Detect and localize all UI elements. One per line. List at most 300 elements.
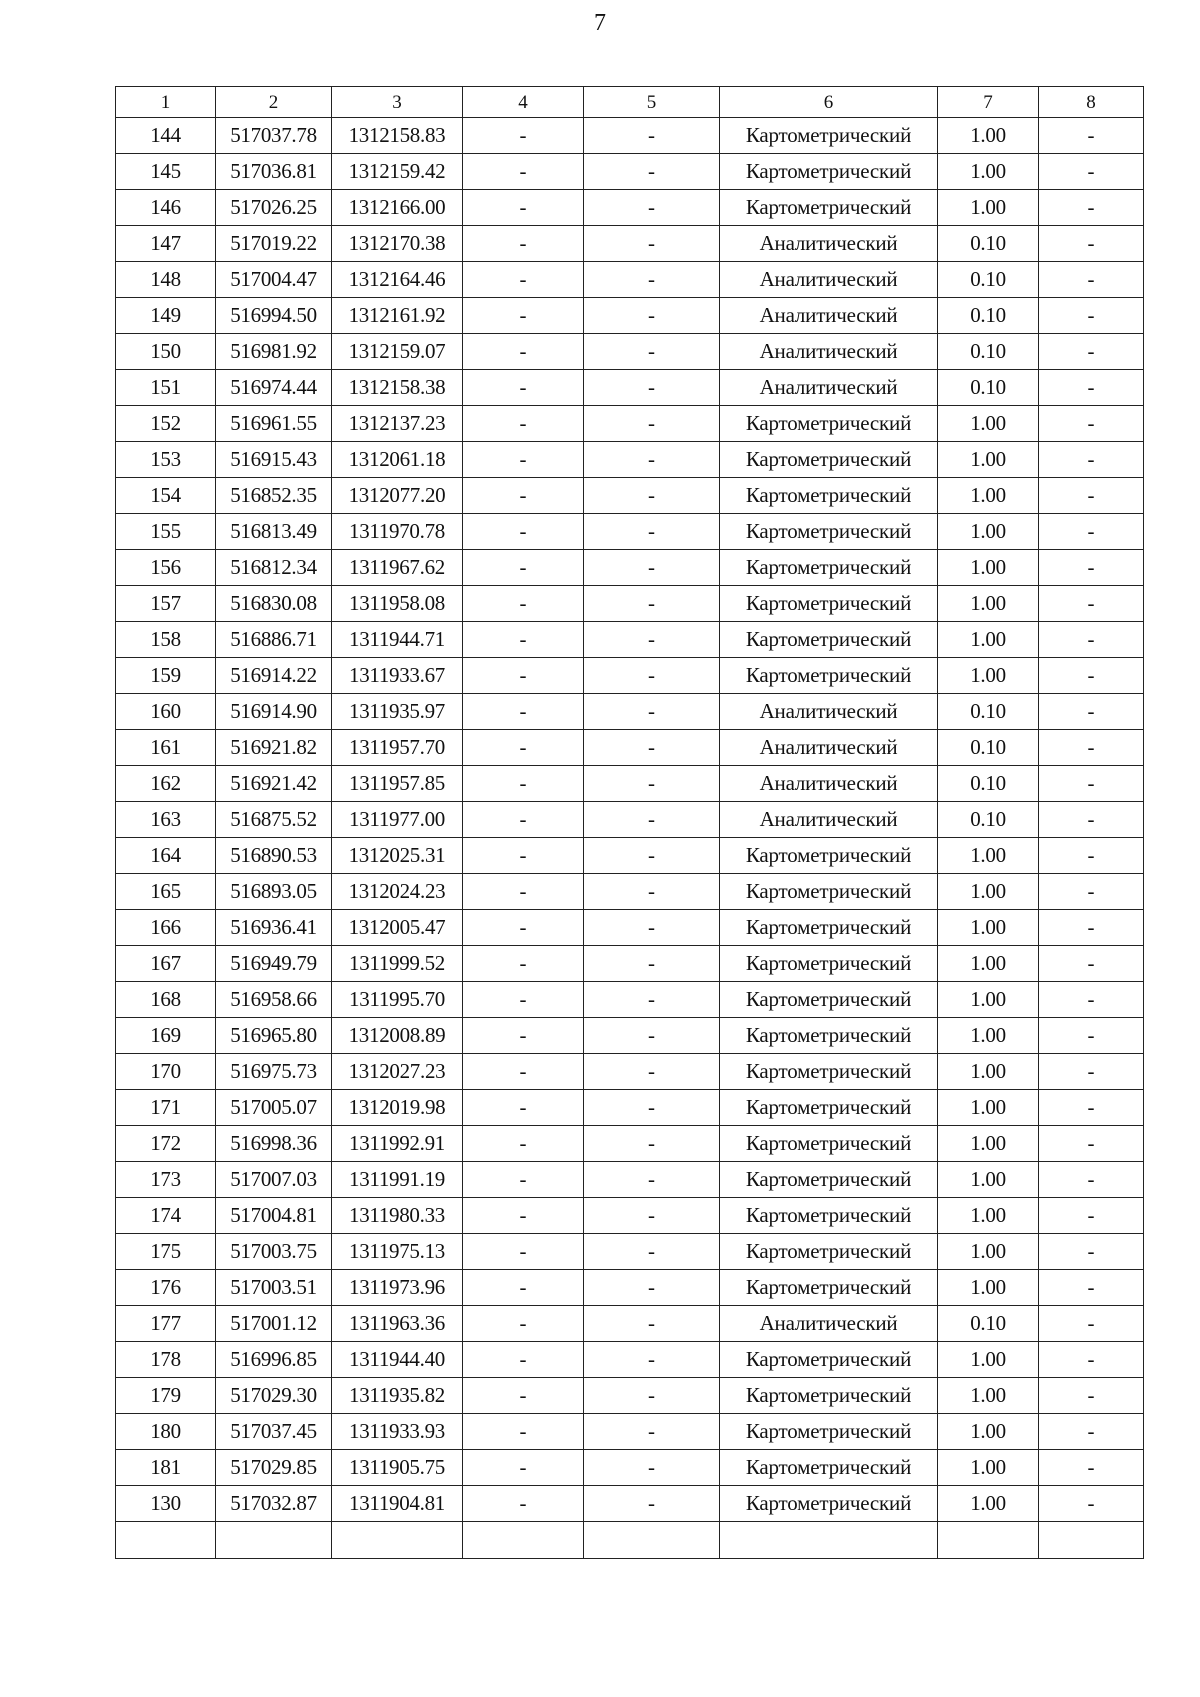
column-4-cell: -	[463, 1054, 584, 1090]
x-coordinate-cell: 516996.85	[216, 1342, 332, 1378]
precision-cell: 1.00	[938, 1270, 1039, 1306]
point-number-cell: 169	[116, 1018, 216, 1054]
point-number-cell: 151	[116, 370, 216, 406]
y-coordinate-cell: 1312159.07	[332, 334, 463, 370]
empty-cell	[332, 1522, 463, 1559]
y-coordinate-cell: 1312005.47	[332, 910, 463, 946]
column-4-cell: -	[463, 406, 584, 442]
table-row	[116, 370, 1144, 406]
empty-cell	[720, 1522, 938, 1559]
point-number-cell: 155	[116, 514, 216, 550]
x-coordinate-cell: 516830.08	[216, 586, 332, 622]
precision-cell: 1.00	[938, 1234, 1039, 1270]
column-5-cell: -	[584, 1126, 720, 1162]
method-cell: Картометрический	[720, 118, 938, 154]
point-number-cell: 166	[116, 910, 216, 946]
point-number-cell: 154	[116, 478, 216, 514]
method-cell: Картометрический	[720, 874, 938, 910]
table-row	[116, 190, 1144, 226]
column-8-cell: -	[1039, 838, 1144, 874]
precision-cell: 0.10	[938, 802, 1039, 838]
column-5-cell: -	[584, 1414, 720, 1450]
precision-cell: 0.10	[938, 226, 1039, 262]
table-row	[116, 1126, 1144, 1162]
column-5-cell: -	[584, 334, 720, 370]
column-5-cell: -	[584, 766, 720, 802]
y-coordinate-cell: 1311967.62	[332, 550, 463, 586]
method-cell: Картометрический	[720, 406, 938, 442]
method-cell: Картометрический	[720, 1090, 938, 1126]
x-coordinate-cell: 516994.50	[216, 298, 332, 334]
empty-cell	[116, 1522, 216, 1559]
column-4-cell: -	[463, 1306, 584, 1342]
column-header-3: 3	[332, 87, 463, 118]
y-coordinate-cell: 1311905.75	[332, 1450, 463, 1486]
column-5-cell: -	[584, 838, 720, 874]
precision-cell: 0.10	[938, 370, 1039, 406]
table-row	[116, 910, 1144, 946]
y-coordinate-cell: 1312158.38	[332, 370, 463, 406]
y-coordinate-cell: 1311933.93	[332, 1414, 463, 1450]
precision-cell: 1.00	[938, 982, 1039, 1018]
y-coordinate-cell: 1311999.52	[332, 946, 463, 982]
column-5-cell: -	[584, 226, 720, 262]
column-4-cell: -	[463, 154, 584, 190]
table-row	[116, 622, 1144, 658]
point-number-cell: 164	[116, 838, 216, 874]
y-coordinate-cell: 1312061.18	[332, 442, 463, 478]
precision-cell: 1.00	[938, 1126, 1039, 1162]
column-5-cell: -	[584, 1306, 720, 1342]
table-row	[116, 1486, 1144, 1522]
x-coordinate-cell: 517026.25	[216, 190, 332, 226]
column-8-cell: -	[1039, 1090, 1144, 1126]
y-coordinate-cell: 1311977.00	[332, 802, 463, 838]
y-coordinate-cell: 1312161.92	[332, 298, 463, 334]
x-coordinate-cell: 516921.82	[216, 730, 332, 766]
method-cell: Аналитический	[720, 694, 938, 730]
column-4-cell: -	[463, 730, 584, 766]
table-row	[116, 874, 1144, 910]
point-number-cell: 157	[116, 586, 216, 622]
column-8-cell: -	[1039, 154, 1144, 190]
column-4-cell: -	[463, 118, 584, 154]
column-5-cell: -	[584, 1342, 720, 1378]
column-5-cell: -	[584, 982, 720, 1018]
method-cell: Картометрический	[720, 514, 938, 550]
x-coordinate-cell: 516974.44	[216, 370, 332, 406]
y-coordinate-cell: 1311935.82	[332, 1378, 463, 1414]
x-coordinate-cell: 516890.53	[216, 838, 332, 874]
y-coordinate-cell: 1311963.36	[332, 1306, 463, 1342]
precision-cell: 1.00	[938, 838, 1039, 874]
column-8-cell: -	[1039, 370, 1144, 406]
column-4-cell: -	[463, 982, 584, 1018]
x-coordinate-cell: 516914.90	[216, 694, 332, 730]
table-row	[116, 802, 1144, 838]
point-number-cell: 162	[116, 766, 216, 802]
column-4-cell: -	[463, 622, 584, 658]
method-cell: Аналитический	[720, 802, 938, 838]
x-coordinate-cell: 516886.71	[216, 622, 332, 658]
column-4-cell: -	[463, 586, 584, 622]
precision-cell: 1.00	[938, 1018, 1039, 1054]
column-4-cell: -	[463, 1090, 584, 1126]
column-4-cell: -	[463, 1270, 584, 1306]
table-row	[116, 1198, 1144, 1234]
column-5-cell: -	[584, 406, 720, 442]
point-number-cell: 180	[116, 1414, 216, 1450]
x-coordinate-cell: 517003.51	[216, 1270, 332, 1306]
precision-cell: 1.00	[938, 910, 1039, 946]
table-row	[116, 658, 1144, 694]
point-number-cell: 158	[116, 622, 216, 658]
point-number-cell: 163	[116, 802, 216, 838]
point-number-cell: 173	[116, 1162, 216, 1198]
column-8-cell: -	[1039, 658, 1144, 694]
column-header-1: 1	[116, 87, 216, 118]
column-5-cell: -	[584, 262, 720, 298]
y-coordinate-cell: 1312158.83	[332, 118, 463, 154]
method-cell: Картометрический	[720, 1054, 938, 1090]
precision-cell: 1.00	[938, 586, 1039, 622]
column-8-cell: -	[1039, 1198, 1144, 1234]
y-coordinate-cell: 1311980.33	[332, 1198, 463, 1234]
column-4-cell: -	[463, 550, 584, 586]
precision-cell: 0.10	[938, 1306, 1039, 1342]
table-row	[116, 550, 1144, 586]
precision-cell: 1.00	[938, 1450, 1039, 1486]
method-cell: Картометрический	[720, 154, 938, 190]
method-cell: Аналитический	[720, 1306, 938, 1342]
y-coordinate-cell: 1311995.70	[332, 982, 463, 1018]
x-coordinate-cell: 516921.42	[216, 766, 332, 802]
x-coordinate-cell: 516893.05	[216, 874, 332, 910]
precision-cell: 1.00	[938, 1486, 1039, 1522]
point-number-cell: 160	[116, 694, 216, 730]
method-cell: Картометрический	[720, 1414, 938, 1450]
y-coordinate-cell: 1311957.70	[332, 730, 463, 766]
precision-cell: 1.00	[938, 118, 1039, 154]
column-8-cell: -	[1039, 1486, 1144, 1522]
precision-cell: 1.00	[938, 622, 1039, 658]
method-cell: Картометрический	[720, 838, 938, 874]
empty-cell	[216, 1522, 332, 1559]
point-number-cell: 144	[116, 118, 216, 154]
precision-cell: 1.00	[938, 442, 1039, 478]
column-header-2: 2	[216, 87, 332, 118]
empty-cell	[938, 1522, 1039, 1559]
y-coordinate-cell: 1311944.71	[332, 622, 463, 658]
table-row	[116, 1054, 1144, 1090]
table-row	[116, 298, 1144, 334]
precision-cell: 1.00	[938, 1162, 1039, 1198]
y-coordinate-cell: 1312027.23	[332, 1054, 463, 1090]
column-8-cell: -	[1039, 622, 1144, 658]
column-4-cell: -	[463, 1450, 584, 1486]
empty-cell	[584, 1522, 720, 1559]
column-8-cell: -	[1039, 694, 1144, 730]
y-coordinate-cell: 1312077.20	[332, 478, 463, 514]
point-number-cell: 153	[116, 442, 216, 478]
point-number-cell: 148	[116, 262, 216, 298]
method-cell: Аналитический	[720, 730, 938, 766]
point-number-cell: 178	[116, 1342, 216, 1378]
method-cell: Картометрический	[720, 1234, 938, 1270]
x-coordinate-cell: 516914.22	[216, 658, 332, 694]
x-coordinate-cell: 516961.55	[216, 406, 332, 442]
column-5-cell: -	[584, 622, 720, 658]
y-coordinate-cell: 1311970.78	[332, 514, 463, 550]
point-number-cell: 159	[116, 658, 216, 694]
y-coordinate-cell: 1312137.23	[332, 406, 463, 442]
x-coordinate-cell: 516936.41	[216, 910, 332, 946]
column-8-cell: -	[1039, 298, 1144, 334]
column-8-cell: -	[1039, 1414, 1144, 1450]
method-cell: Картометрический	[720, 1342, 938, 1378]
precision-cell: 1.00	[938, 154, 1039, 190]
point-number-cell: 165	[116, 874, 216, 910]
precision-cell: 1.00	[938, 1378, 1039, 1414]
column-8-cell: -	[1039, 910, 1144, 946]
column-5-cell: -	[584, 1198, 720, 1234]
column-5-cell: -	[584, 910, 720, 946]
y-coordinate-cell: 1311944.40	[332, 1342, 463, 1378]
precision-cell: 1.00	[938, 1198, 1039, 1234]
point-number-cell: 175	[116, 1234, 216, 1270]
y-coordinate-cell: 1312166.00	[332, 190, 463, 226]
precision-cell: 1.00	[938, 514, 1039, 550]
column-5-cell: -	[584, 514, 720, 550]
y-coordinate-cell: 1312025.31	[332, 838, 463, 874]
column-5-cell: -	[584, 370, 720, 406]
method-cell: Картометрический	[720, 1126, 938, 1162]
x-coordinate-cell: 516949.79	[216, 946, 332, 982]
precision-cell: 1.00	[938, 190, 1039, 226]
x-coordinate-cell: 516965.80	[216, 1018, 332, 1054]
precision-cell: 1.00	[938, 1054, 1039, 1090]
precision-cell: 0.10	[938, 298, 1039, 334]
column-4-cell: -	[463, 1414, 584, 1450]
column-8-cell: -	[1039, 1270, 1144, 1306]
x-coordinate-cell: 517032.87	[216, 1486, 332, 1522]
table-row	[116, 118, 1144, 154]
point-number-cell: 174	[116, 1198, 216, 1234]
column-5-cell: -	[584, 730, 720, 766]
method-cell: Картометрический	[720, 550, 938, 586]
table-row	[116, 1306, 1144, 1342]
column-4-cell: -	[463, 1126, 584, 1162]
table-row	[116, 514, 1144, 550]
column-8-cell: -	[1039, 1018, 1144, 1054]
column-8-cell: -	[1039, 982, 1144, 1018]
precision-cell: 0.10	[938, 766, 1039, 802]
method-cell: Картометрический	[720, 1162, 938, 1198]
x-coordinate-cell: 517004.81	[216, 1198, 332, 1234]
method-cell: Аналитический	[720, 370, 938, 406]
table-row	[116, 766, 1144, 802]
table-row	[116, 1378, 1144, 1414]
column-5-cell: -	[584, 1450, 720, 1486]
table-row	[116, 1018, 1144, 1054]
precision-cell: 1.00	[938, 478, 1039, 514]
column-8-cell: -	[1039, 334, 1144, 370]
column-4-cell: -	[463, 658, 584, 694]
precision-cell: 1.00	[938, 658, 1039, 694]
coordinates-table	[115, 86, 1144, 1559]
method-cell: Картометрический	[720, 1450, 938, 1486]
column-5-cell: -	[584, 550, 720, 586]
x-coordinate-cell: 517019.22	[216, 226, 332, 262]
method-cell: Картометрический	[720, 1018, 938, 1054]
precision-cell: 1.00	[938, 406, 1039, 442]
table-body	[116, 87, 1144, 1559]
precision-cell: 0.10	[938, 694, 1039, 730]
table-row	[116, 838, 1144, 874]
x-coordinate-cell: 516875.52	[216, 802, 332, 838]
method-cell: Картометрический	[720, 1378, 938, 1414]
table-row	[116, 1342, 1144, 1378]
precision-cell: 0.10	[938, 334, 1039, 370]
y-coordinate-cell: 1311933.67	[332, 658, 463, 694]
table-row	[116, 262, 1144, 298]
x-coordinate-cell: 517029.30	[216, 1378, 332, 1414]
column-4-cell: -	[463, 1162, 584, 1198]
column-5-cell: -	[584, 1162, 720, 1198]
column-8-cell: -	[1039, 766, 1144, 802]
point-number-cell: 167	[116, 946, 216, 982]
precision-cell: 1.00	[938, 550, 1039, 586]
column-5-cell: -	[584, 1378, 720, 1414]
y-coordinate-cell: 1312170.38	[332, 226, 463, 262]
table-row	[116, 1090, 1144, 1126]
point-number-cell: 149	[116, 298, 216, 334]
column-5-cell: -	[584, 586, 720, 622]
column-5-cell: -	[584, 802, 720, 838]
precision-cell: 1.00	[938, 874, 1039, 910]
x-coordinate-cell: 517004.47	[216, 262, 332, 298]
x-coordinate-cell: 516812.34	[216, 550, 332, 586]
method-cell: Картометрический	[720, 910, 938, 946]
x-coordinate-cell: 516981.92	[216, 334, 332, 370]
x-coordinate-cell: 516852.35	[216, 478, 332, 514]
column-8-cell: -	[1039, 118, 1144, 154]
point-number-cell: 176	[116, 1270, 216, 1306]
table-row	[116, 946, 1144, 982]
method-cell: Картометрический	[720, 1270, 938, 1306]
column-5-cell: -	[584, 946, 720, 982]
point-number-cell: 152	[116, 406, 216, 442]
y-coordinate-cell: 1312024.23	[332, 874, 463, 910]
method-cell: Картометрический	[720, 190, 938, 226]
x-coordinate-cell: 516813.49	[216, 514, 332, 550]
column-8-cell: -	[1039, 1162, 1144, 1198]
column-8-cell: -	[1039, 550, 1144, 586]
column-8-cell: -	[1039, 190, 1144, 226]
x-coordinate-cell: 516998.36	[216, 1126, 332, 1162]
point-number-cell: 168	[116, 982, 216, 1018]
y-coordinate-cell: 1312019.98	[332, 1090, 463, 1126]
column-8-cell: -	[1039, 874, 1144, 910]
column-4-cell: -	[463, 478, 584, 514]
column-5-cell: -	[584, 658, 720, 694]
table-row	[116, 1450, 1144, 1486]
method-cell: Картометрический	[720, 586, 938, 622]
column-5-cell: -	[584, 118, 720, 154]
point-number-cell: 150	[116, 334, 216, 370]
method-cell: Картометрический	[720, 946, 938, 982]
table-row	[116, 478, 1144, 514]
column-8-cell: -	[1039, 1234, 1144, 1270]
column-4-cell: -	[463, 370, 584, 406]
x-coordinate-cell: 517005.07	[216, 1090, 332, 1126]
y-coordinate-cell: 1312164.46	[332, 262, 463, 298]
column-4-cell: -	[463, 946, 584, 982]
method-cell: Аналитический	[720, 334, 938, 370]
method-cell: Аналитический	[720, 262, 938, 298]
column-header-8: 8	[1039, 87, 1144, 118]
x-coordinate-cell: 516975.73	[216, 1054, 332, 1090]
column-5-cell: -	[584, 190, 720, 226]
y-coordinate-cell: 1311973.96	[332, 1270, 463, 1306]
precision-cell: 1.00	[938, 1414, 1039, 1450]
column-5-cell: -	[584, 1234, 720, 1270]
column-8-cell: -	[1039, 802, 1144, 838]
y-coordinate-cell: 1311957.85	[332, 766, 463, 802]
column-8-cell: -	[1039, 1450, 1144, 1486]
y-coordinate-cell: 1312159.42	[332, 154, 463, 190]
method-cell: Аналитический	[720, 766, 938, 802]
empty-cell	[1039, 1522, 1144, 1559]
column-4-cell: -	[463, 1018, 584, 1054]
table-row	[116, 406, 1144, 442]
column-header-7: 7	[938, 87, 1039, 118]
column-4-cell: -	[463, 874, 584, 910]
table-row	[116, 694, 1144, 730]
y-coordinate-cell: 1311992.91	[332, 1126, 463, 1162]
y-coordinate-cell: 1311991.19	[332, 1162, 463, 1198]
column-8-cell: -	[1039, 1126, 1144, 1162]
y-coordinate-cell: 1311975.13	[332, 1234, 463, 1270]
column-5-cell: -	[584, 1270, 720, 1306]
column-5-cell: -	[584, 694, 720, 730]
table-row	[116, 442, 1144, 478]
empty-cell	[463, 1522, 584, 1559]
method-cell: Картометрический	[720, 478, 938, 514]
x-coordinate-cell: 517001.12	[216, 1306, 332, 1342]
y-coordinate-cell: 1311958.08	[332, 586, 463, 622]
precision-cell: 1.00	[938, 946, 1039, 982]
point-number-cell: 130	[116, 1486, 216, 1522]
method-cell: Картометрический	[720, 982, 938, 1018]
column-4-cell: -	[463, 1342, 584, 1378]
y-coordinate-cell: 1311904.81	[332, 1486, 463, 1522]
column-4-cell: -	[463, 910, 584, 946]
point-number-cell: 156	[116, 550, 216, 586]
table-header-row	[116, 87, 1144, 118]
point-number-cell: 170	[116, 1054, 216, 1090]
method-cell: Аналитический	[720, 226, 938, 262]
method-cell: Картометрический	[720, 442, 938, 478]
column-5-cell: -	[584, 1054, 720, 1090]
table-row	[116, 982, 1144, 1018]
empty-table-row	[116, 1522, 1144, 1559]
table-row	[116, 154, 1144, 190]
x-coordinate-cell: 516958.66	[216, 982, 332, 1018]
column-4-cell: -	[463, 694, 584, 730]
point-number-cell: 181	[116, 1450, 216, 1486]
column-8-cell: -	[1039, 1306, 1144, 1342]
